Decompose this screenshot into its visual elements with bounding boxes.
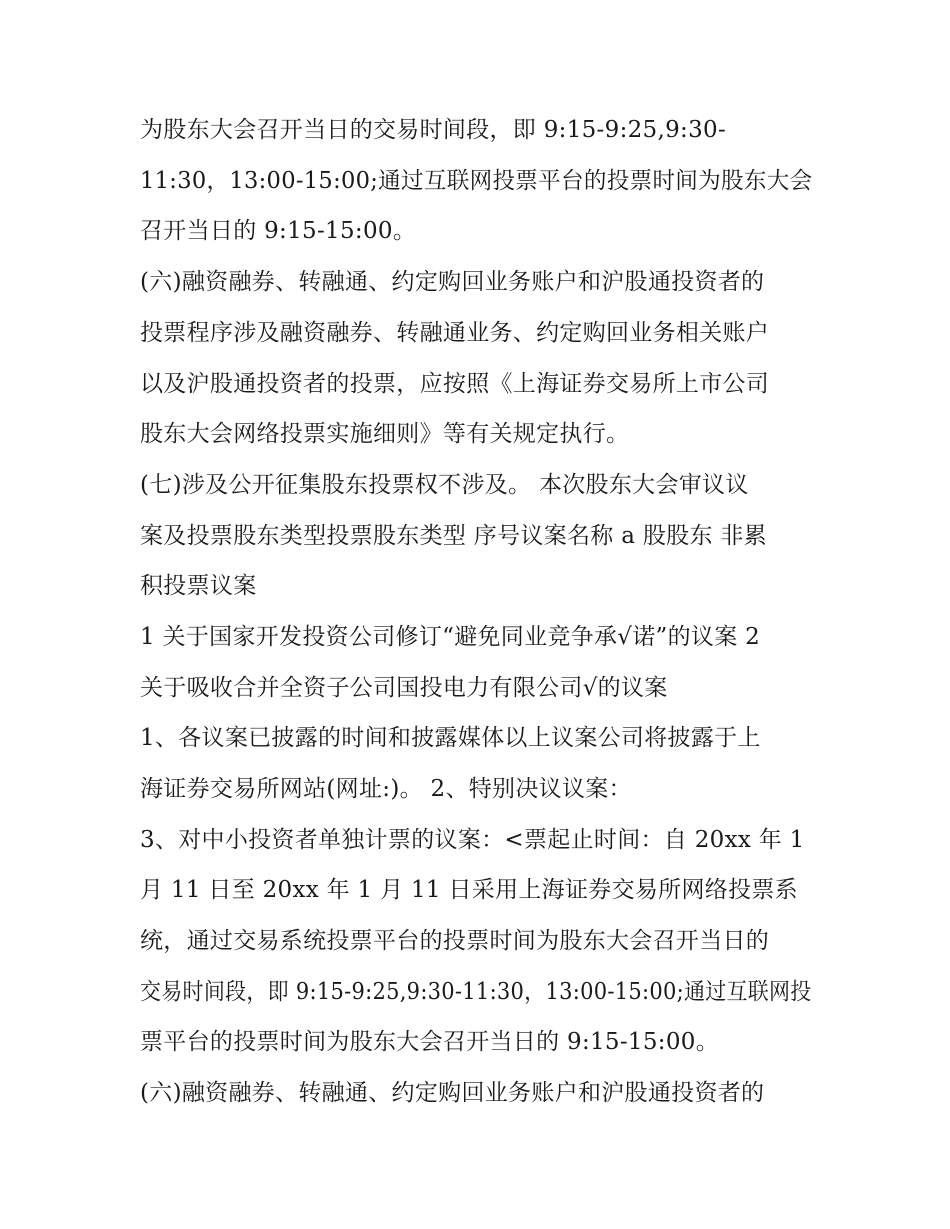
text-line: (六)融资融券、转融通、约定购回业务账户和沪股通投资者的 bbox=[140, 1080, 765, 1106]
text-line: 以及沪股通投资者的投票，应按照《上海证券交易所上市公司 bbox=[140, 371, 770, 397]
text-line: 1 关于国家开发投资公司修订“避免同业竞争承√诺”的议案 2 bbox=[140, 624, 761, 650]
text-line: 11:30，13:00-15:00;通过互联网投票平台的投票时间为股东大会 bbox=[140, 168, 813, 194]
text-line: 关于吸收合并全资子公司国投电力有限公司√的议案 bbox=[140, 675, 668, 701]
text-line: (七)涉及公开征集股东投票权不涉及。 本次股东大会审议议 bbox=[140, 472, 749, 498]
text-line: 积投票议案 bbox=[140, 573, 257, 599]
text-line: 统，通过交易系统投票平台的投票时间为股东大会召开当日的 bbox=[140, 928, 770, 954]
text-line: 股东大会网络投票实施细则》等有关规定执行。 bbox=[140, 421, 630, 447]
text-line: 交易时间段，即 9:15-9:25,9:30-11:30，13:00-15:00;通过互联网投 bbox=[140, 979, 812, 1005]
text-line: 月 11 日至 20xx 年 1 月 11 日采用上海证券交易所网络投票系 bbox=[140, 877, 798, 903]
text-line: 海证券交易所网站(网址:)。 2、特别决议议案： bbox=[140, 776, 632, 802]
text-line: 票平台的投票时间为股东大会召开当日的 9:15-15:00。 bbox=[140, 1029, 720, 1055]
text-line: 投票程序涉及融资融券、转融通业务、约定购回业务相关账户 bbox=[140, 320, 770, 346]
text-line: (六)融资融券、转融通、约定购回业务账户和沪股通投资者的 bbox=[140, 269, 765, 295]
text-line: 召开当日的 9:15-15:00。 bbox=[140, 218, 417, 244]
text-line: 为股东大会召开当日的交易时间段，即 9:15-9:25,9:30- bbox=[140, 117, 727, 143]
text-line: 3、对中小投资者单独计票的议案：<票起止时间：自 20xx 年 1 bbox=[140, 827, 805, 853]
text-line: 案及投票股东类型投票股东类型 序号议案名称 a 股股东 非累 bbox=[140, 523, 767, 549]
text-line: 1、各议案已披露的时间和披露媒体以上议案公司将披露于上 bbox=[140, 725, 761, 751]
